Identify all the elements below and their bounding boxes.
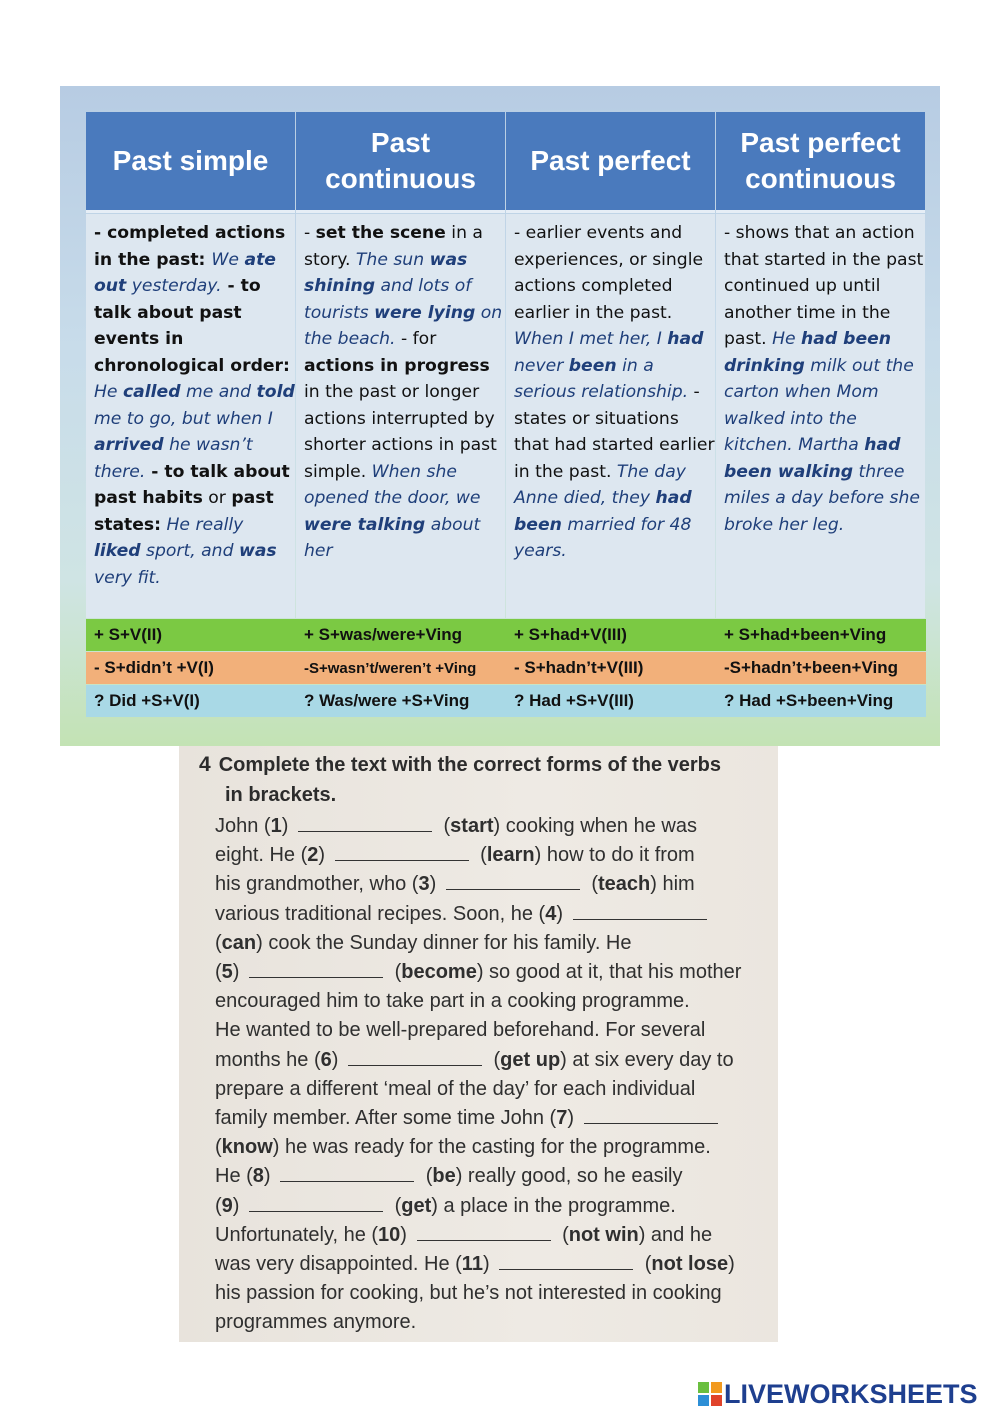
exercise-line: [215, 1075, 775, 1104]
exercise-text-segment: was very disappointed. He (: [215, 1253, 462, 1276]
exercise-text-segment: ) at six every day to: [560, 1048, 734, 1071]
exercise-text-segment: (: [215, 1194, 222, 1217]
exercise-line: [215, 1308, 775, 1337]
exercise-text-segment: ) him: [650, 873, 695, 896]
exercise-text-segment: (: [487, 1048, 501, 1071]
exercise-text-segment: (: [389, 961, 402, 984]
gap-number: 10: [378, 1223, 401, 1246]
exercise-photo: [179, 746, 778, 1342]
exercise-line: [215, 987, 775, 1016]
exercise-text-segment: family member. After some time John (: [215, 1107, 557, 1130]
gap-number: 7: [556, 1107, 568, 1130]
usage-text-segment: out: [94, 276, 127, 296]
gap-number: 8: [252, 1165, 264, 1188]
verb-in-brackets: get up: [500, 1048, 561, 1071]
exercise-text-segment: Unfortunately, he (: [215, 1223, 379, 1246]
exercise-text-segment: ) cooking when he was: [493, 815, 697, 837]
answer-blank[interactable]: [249, 1210, 383, 1212]
header-past-continuous: Past continuous: [296, 112, 505, 213]
negative-formula: - S+didn’t +V(I): [94, 658, 214, 677]
header-past-simple: Past simple: [86, 112, 295, 213]
exercise-text: [215, 812, 775, 1338]
watermark-text: LIVEWORKSHEETS: [724, 1378, 978, 1409]
exercise-line: [215, 870, 775, 899]
exercise-text-segment: He wanted to be well-prepared beforehand. For several: [215, 1019, 706, 1042]
usage-text-segment: never: [514, 355, 569, 376]
exercise-text-segment: ): [567, 1107, 580, 1130]
verb-in-brackets: teach: [598, 873, 651, 896]
usage-text-segment: in a serious relationship.: [514, 355, 689, 402]
verb-in-brackets: get: [401, 1194, 432, 1217]
gap-number: 3: [418, 873, 430, 896]
exercise-line: [215, 1279, 775, 1308]
verb-in-brackets: can: [221, 931, 257, 954]
exercise-text-segment: ): [400, 1223, 413, 1246]
exercise-text-segment: ) how to do it from: [534, 844, 695, 867]
usage-text-segment: When I met her, I: [514, 329, 668, 349]
exercise-text-segment: (: [639, 1253, 652, 1276]
usage-text-segment: He: [772, 329, 802, 349]
usage-text-segment: -: [304, 223, 316, 243]
usage-text-segment: he wasn’t there.: [94, 435, 253, 482]
usage-text-segment: arrived: [94, 435, 164, 455]
exercise-text-segment: ): [263, 1165, 277, 1188]
negative-formula: -S+wasn’t/weren’t +Ving: [304, 659, 477, 677]
gap-number: 6: [320, 1048, 332, 1071]
gap-number: 4: [545, 902, 557, 925]
negative-formula: -S+hadn’t+been+Ving: [724, 658, 898, 677]
usage-text-segment: We: [211, 249, 245, 270]
question-formula: ? Was/were +S+Ving: [304, 691, 470, 710]
exercise-text-segment: ) a place in the programme.: [431, 1194, 676, 1217]
exercise-title: [199, 750, 769, 810]
usage-text-segment: yesterday.: [126, 276, 222, 296]
usage-text-segment: called: [122, 382, 181, 402]
usage-text-segment: in the past or longer actions interrupted by shorter actions in past simple.: [304, 382, 497, 482]
usage-text-segment: past states:: [94, 488, 274, 535]
affirmative-formula: + S+had+V(III): [514, 625, 627, 644]
usage-text-segment: in a story.: [304, 223, 483, 270]
exercise-text-segment: John (: [215, 815, 271, 837]
exercise-line: [215, 1250, 775, 1279]
verb-in-brackets: learn: [486, 844, 535, 867]
grammar-panel: [60, 86, 940, 746]
usage-text-segment: me to go, but when I: [94, 408, 273, 429]
liveworksheets-logo-icon: [698, 1382, 722, 1406]
usage-past-perfect: [506, 214, 715, 618]
usage-text-segment: - to talk about past events in chronological order:: [94, 276, 290, 376]
question-formula: ? Did +S+V(I): [94, 691, 200, 710]
exercise-text-segment: (: [420, 1165, 433, 1188]
question-formula: ? Had +S+V(III): [514, 691, 634, 710]
affirmative-formula: + S+V(II): [94, 625, 163, 644]
usage-text-segment: The day Anne died, they: [514, 461, 686, 508]
usage-row: [86, 214, 926, 618]
question-row: [86, 685, 926, 717]
exercise-text-segment: ): [232, 1194, 246, 1217]
exercise-text-segment: ) and he: [638, 1223, 713, 1246]
exercise-text-segment: his grandmother, who (: [215, 873, 419, 896]
exercise-line: [215, 1162, 775, 1191]
exercise-text-segment: (: [215, 931, 222, 954]
affirmative-formula: + S+had+been+Ving: [724, 625, 887, 644]
header-past-perfect-continuous: Past perfect continuous: [716, 112, 925, 213]
usage-past-simple: [86, 214, 295, 618]
usage-text-segment: were lying: [374, 302, 476, 323]
answer-blank[interactable]: [499, 1268, 633, 1270]
answer-blank[interactable]: [348, 1064, 482, 1066]
exercise-text-segment: ) cook the Sunday dinner for his family. He: [256, 931, 632, 954]
gap-number: 11: [461, 1253, 483, 1276]
exercise-text-segment: ): [556, 902, 569, 925]
usage-text-segment: me and: [180, 382, 257, 402]
exercise-text-segment: encouraged him to take part in a cooking programme.: [215, 990, 690, 1013]
verb-in-brackets: become: [401, 961, 477, 984]
exercise-text-segment: ): [482, 1253, 496, 1276]
exercise-line: [215, 929, 775, 958]
exercise-text-segment: (: [585, 873, 598, 896]
usage-text-segment: set the scene: [315, 223, 446, 243]
usage-text-segment: He: [94, 382, 123, 402]
exercise-line: [215, 958, 775, 987]
gap-number: 2: [307, 844, 319, 867]
exercise-text-segment: programmes anymore.: [215, 1311, 417, 1334]
exercise-text-segment: ) so good at it, that his mother: [476, 961, 742, 984]
exercise-text-segment: his passion for cooking, but he’s not interested in cooking: [215, 1282, 722, 1305]
exercise-text-segment: He (: [215, 1165, 253, 1188]
exercise-line: [215, 1192, 775, 1221]
answer-blank[interactable]: [298, 830, 432, 832]
exercise-text-segment: ): [331, 1048, 344, 1071]
usage-text-segment: was shining: [304, 249, 468, 296]
exercise-number: 4: [199, 753, 211, 776]
answer-blank[interactable]: [249, 976, 383, 978]
exercise-line: [215, 1016, 775, 1045]
usage-text-segment: He really: [161, 514, 244, 535]
usage-text-segment: was: [238, 541, 277, 561]
answer-blank[interactable]: [417, 1239, 551, 1241]
usage-text-segment: about her: [304, 514, 481, 561]
verb-in-brackets: not lose: [651, 1253, 729, 1276]
answer-blank[interactable]: [280, 1180, 414, 1182]
verb-in-brackets: be: [432, 1165, 456, 1188]
exercise-line: [215, 1221, 775, 1250]
exercise-text-segment: ): [318, 844, 331, 867]
usage-text-segment: and lots of tourists: [304, 276, 472, 323]
usage-text-segment: actions in progress: [304, 355, 490, 376]
verb-in-brackets: not win: [568, 1223, 639, 1246]
exercise-line: [215, 900, 775, 929]
usage-text-segment: married for 48 years.: [514, 514, 692, 561]
usage-text-segment: When she opened the door, we: [304, 461, 481, 508]
usage-text-segment: The sun: [355, 249, 430, 270]
exercise-text-segment: prepare a different ‘meal of the day’ for each individual: [215, 1077, 696, 1100]
usage-text-segment: were talking: [304, 514, 426, 535]
header-past-perfect: Past perfect: [506, 112, 715, 213]
question-formula: ? Had +S+been+Ving: [724, 691, 894, 710]
tenses-table: [86, 112, 926, 717]
verb-in-brackets: know: [221, 1136, 273, 1159]
answer-blank[interactable]: [573, 918, 707, 920]
gap-number: 1: [270, 815, 282, 837]
usage-text-segment: very fit.: [94, 567, 161, 588]
exercise-text-segment: (: [437, 815, 451, 837]
exercise-instruction: Complete the text with the correct forms of the verbs: [218, 754, 722, 776]
exercise-text-segment: various traditional recipes. Soon, he (: [215, 902, 546, 925]
exercise-text-segment: eight. He (: [215, 844, 308, 867]
usage-text-segment: three miles a day before she broke her leg.: [724, 461, 920, 535]
usage-text-segment: sport, and: [140, 541, 239, 561]
exercise-text-segment: ) really good, so he easily: [455, 1165, 683, 1188]
usage-text-segment: milk out the carton when Mom walked into the kitchen. Martha: [724, 355, 914, 455]
exercise-line: [215, 1104, 775, 1133]
usage-text-segment: - for: [395, 329, 437, 349]
usage-text-segment: or: [202, 488, 232, 508]
answer-blank[interactable]: [584, 1122, 718, 1124]
negative-row: [86, 652, 926, 684]
exercise-text-segment: ): [232, 961, 246, 984]
exercise-instruction-line2: in brackets.: [225, 784, 337, 806]
usage-text-segment: - earlier events and experiences, or single actions completed earlier in the past.: [514, 223, 704, 323]
usage-text-segment: - shows that an action that started in the past continued up until another time in the past.: [724, 223, 924, 349]
answer-blank[interactable]: [446, 888, 580, 890]
usage-text-segment: liked: [94, 541, 141, 561]
exercise-text-segment: (: [215, 961, 222, 984]
usage-text-segment: told: [256, 382, 295, 402]
negative-formula: - S+hadn’t+V(III): [514, 658, 644, 677]
affirmative-row: [86, 619, 926, 651]
exercise-text-segment: ): [728, 1253, 735, 1276]
exercise-text-segment: ) he was ready for the casting for the programme.: [272, 1136, 711, 1159]
exercise-text-segment: ): [281, 815, 294, 837]
exercise-text-segment: (: [556, 1223, 569, 1246]
usage-past-perfect-continuous: [716, 214, 925, 618]
usage-text-segment: - completed actions in the past:: [94, 223, 286, 270]
usage-text-segment: on the beach.: [304, 302, 503, 349]
usage-text-segment: been: [568, 355, 617, 376]
gap-number: 9: [221, 1194, 233, 1217]
usage-text-segment: had been drinking: [724, 329, 892, 376]
exercise-text-segment: (: [474, 844, 487, 867]
exercise-text-segment: (: [215, 1136, 222, 1159]
usage-past-continuous: [296, 214, 505, 618]
exercise-line: [215, 812, 775, 841]
exercise-text-segment: months he (: [215, 1048, 321, 1071]
verb-in-brackets: start: [450, 815, 494, 837]
affirmative-formula: + S+was/were+Ving: [304, 625, 462, 644]
usage-text-segment: had been: [514, 488, 692, 535]
usage-text-segment: - states or situations that had started earlier in the past.: [514, 382, 715, 482]
usage-text-segment: ate: [244, 249, 276, 270]
exercise-line: [215, 841, 775, 870]
usage-text-segment: had been walking: [724, 435, 901, 482]
exercise-text-segment: ): [429, 873, 442, 896]
exercise-line: [215, 1133, 775, 1162]
liveworksheets-watermark: [698, 1374, 978, 1414]
gap-number: 5: [221, 961, 233, 984]
usage-text-segment: had: [667, 329, 704, 349]
exercise-text-segment: (: [389, 1194, 402, 1217]
exercise-line: [215, 1046, 775, 1075]
usage-text-segment: - to talk about past habits: [94, 461, 290, 508]
answer-blank[interactable]: [335, 859, 469, 861]
header-row: [86, 112, 926, 213]
